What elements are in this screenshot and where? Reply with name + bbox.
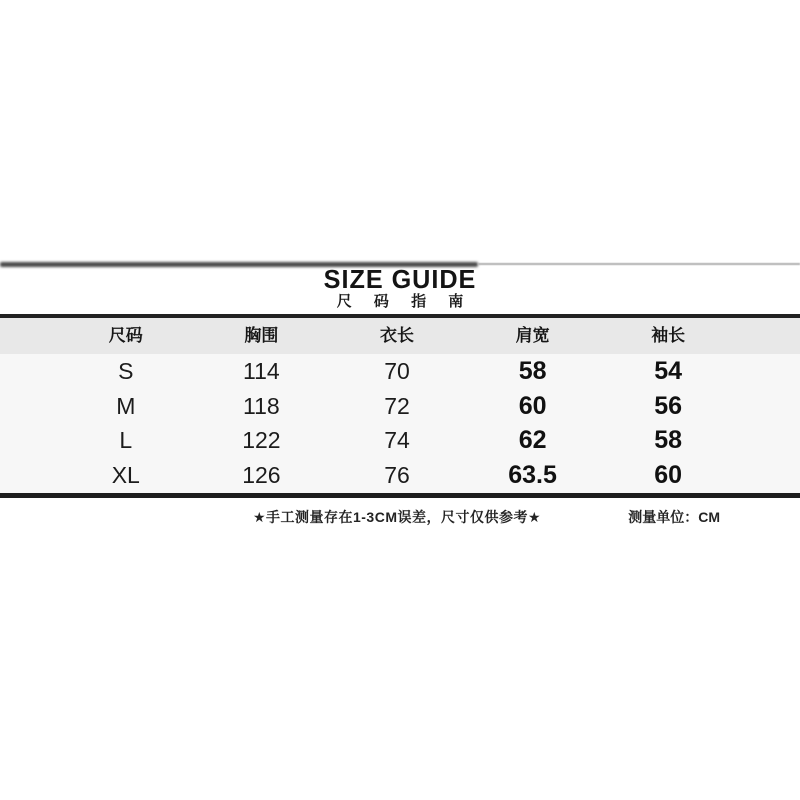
header-chest: 胸围 xyxy=(244,326,279,345)
cell-sleeve: 54 xyxy=(654,356,683,385)
page-title: SIZE GUIDE xyxy=(323,264,477,294)
cell-chest: 122 xyxy=(242,427,281,454)
cell-sleeve: 56 xyxy=(654,391,683,420)
table-row xyxy=(0,354,800,389)
page-subtitle: 尺 码 指 南 xyxy=(336,293,473,310)
table-header-row xyxy=(0,318,800,354)
header-shoulder: 肩宽 xyxy=(515,326,550,345)
cell-shoulder: 60 xyxy=(518,391,547,420)
table-row xyxy=(0,458,800,493)
header-length: 衣长 xyxy=(379,326,414,345)
cell-length: 76 xyxy=(384,462,410,489)
header-size: 尺码 xyxy=(108,326,143,345)
measurement-unit-label: 测量单位：CM xyxy=(628,509,720,525)
cell-shoulder: 58 xyxy=(518,356,547,385)
cell-shoulder: 63.5 xyxy=(508,461,557,490)
cell-sleeve: 58 xyxy=(654,426,683,455)
cell-chest: 126 xyxy=(242,462,281,489)
table-row xyxy=(0,424,800,459)
cell-chest: 114 xyxy=(243,357,280,384)
table-row xyxy=(0,389,800,424)
header-sleeve: 袖长 xyxy=(651,326,686,345)
cell-length: 70 xyxy=(384,357,410,384)
measurement-disclaimer: ★手工测量存在1-3CM误差，尺寸仅供参考★ xyxy=(252,509,542,525)
cell-size: S xyxy=(118,357,134,384)
cell-chest: 118 xyxy=(243,392,280,419)
bottom-divider xyxy=(0,493,800,498)
cell-size: XL xyxy=(111,462,140,489)
cell-size: M xyxy=(116,392,136,419)
cell-shoulder: 62 xyxy=(518,426,547,455)
cell-length: 72 xyxy=(384,392,410,419)
cell-length: 74 xyxy=(384,427,410,454)
footer xyxy=(0,503,800,531)
cell-size: L xyxy=(119,427,133,454)
table-body xyxy=(0,354,800,493)
cell-sleeve: 60 xyxy=(654,461,683,490)
